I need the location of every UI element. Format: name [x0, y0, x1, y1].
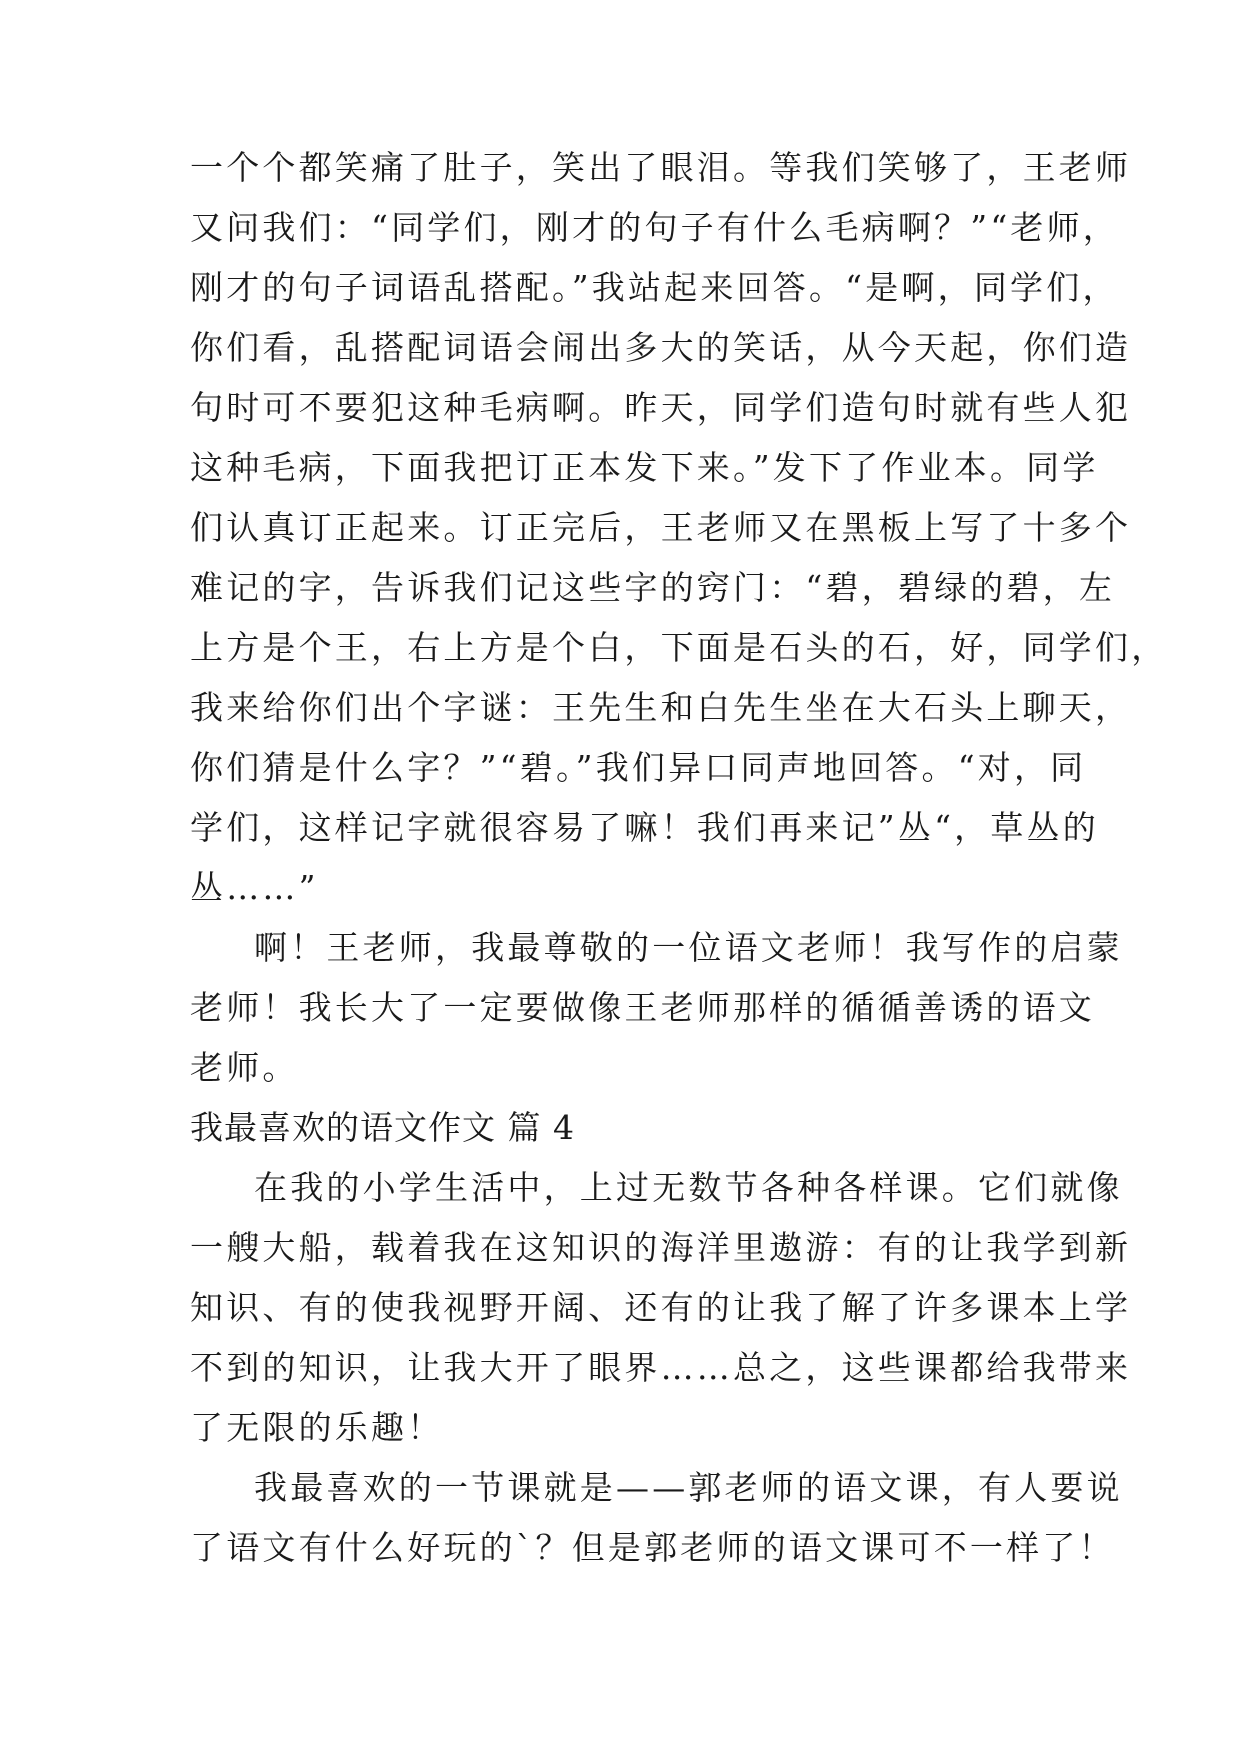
paragraph-line: 们认真订正起来。订正完后，王老师又在黑板上写了十多个 — [190, 508, 1132, 547]
paragraph-line: 你们看，乱搭配词语会闹出多大的笑话，从今天起，你们造 — [190, 328, 1132, 367]
paragraph-line: 句时可不要犯这种毛病啊。昨天，同学们造句时就有些人犯 — [190, 388, 1132, 427]
paragraph-line: 一艘大船，载着我在这知识的海洋里遨游：有的让我学到新 — [190, 1228, 1132, 1267]
paragraph-line: 学们，这样记字就很容易了嘛！我们再来记”丛“，草丛的 — [190, 808, 1099, 847]
paragraph-line: 了语文有什么好玩的`？但是郭老师的语文课可不一样了！ — [190, 1528, 1115, 1567]
paragraph-line: 难记的字，告诉我们记这些字的窍门：“碧，碧绿的碧，左 — [190, 568, 1116, 607]
paragraph-line: 老师。 — [190, 1048, 299, 1087]
paragraph-line: 知识、有的使我视野开阔、还有的让我了解了许多课本上学 — [190, 1288, 1132, 1327]
paragraph-line: 在我的小学生活中，上过无数节各种各样课。它们就像 — [254, 1168, 1123, 1207]
section-heading: 我最喜欢的语文作文 篇 4 — [190, 1108, 575, 1147]
paragraph-line: 丛……” — [190, 868, 319, 907]
paragraph-line: 不到的知识，让我大开了眼界……总之，这些课都给我带来 — [190, 1348, 1132, 1387]
paragraph-line: 啊！王老师，我最尊敬的一位语文老师！我写作的启蒙 — [254, 928, 1123, 967]
paragraph-line: 你们猜是什么字？”“碧。”我们异口同声地回答。“对，同 — [190, 748, 1087, 787]
paragraph-line: 我最喜欢的一节课就是——郭老师的语文课，有人要说 — [254, 1468, 1123, 1507]
paragraph-line: 老师！我长大了一定要做像王老师那样的循循善诱的语文 — [190, 988, 1095, 1027]
paragraph-line: 又问我们：“同学们，刚才的句子有什么毛病啊？”“老师， — [190, 208, 1120, 247]
paragraph-line: 刚才的句子词语乱搭配。”我站起来回答。“是啊，同学们， — [190, 268, 1119, 307]
paragraph-line: 这种毛病，下面我把订正本发下来。”发下了作业本。同学 — [190, 448, 1099, 487]
paragraph-line: 上方是个王，右上方是个白，下面是石头的石，好，同学们， — [190, 628, 1168, 667]
paragraph-line: 我来给你们出个字谜：王先生和白先生坐在大石头上聊天， — [190, 688, 1132, 727]
paragraph-line: 了无限的乐趣！ — [190, 1408, 444, 1447]
paragraph-line: 一个个都笑痛了肚子，笑出了眼泪。等我们笑够了，王老师 — [190, 148, 1132, 187]
document-page — [190, 0, 1168, 1754]
